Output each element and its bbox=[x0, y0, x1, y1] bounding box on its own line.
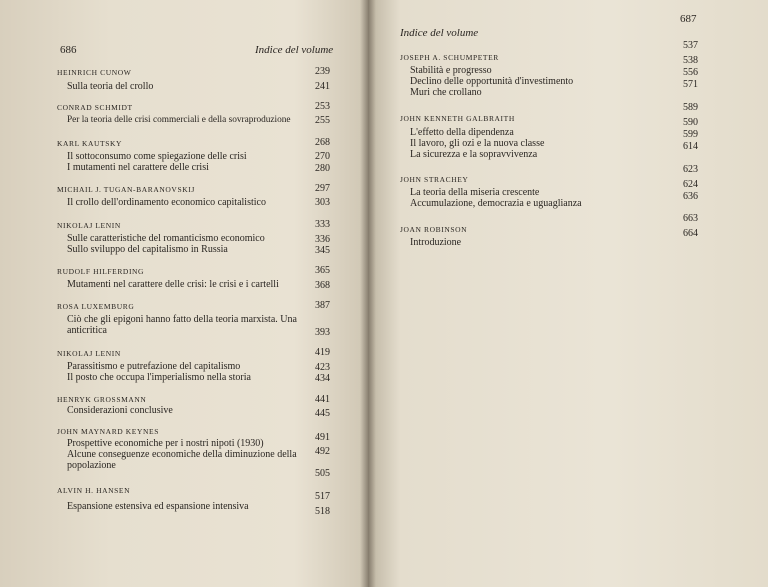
left-page bbox=[0, 0, 368, 587]
entry-page: 336 bbox=[315, 234, 330, 245]
entry-title: Muri che crollano bbox=[410, 87, 482, 98]
entry-page: 538 bbox=[683, 55, 698, 66]
entry-page: 434 bbox=[315, 373, 330, 384]
entry-title: I mutamenti nel carattere delle crisi bbox=[67, 162, 209, 173]
entry-title: Per la teoria delle crisi commerciali e della sovraproduzione bbox=[67, 115, 291, 125]
entry-page: 303 bbox=[315, 197, 330, 208]
page-number: 686 bbox=[60, 44, 77, 56]
author-page: 517 bbox=[315, 491, 330, 502]
entry-title: L'effetto della dipendenza bbox=[410, 127, 514, 138]
author-name: MICHAIL J. TUGAN-BARANOVSKIJ bbox=[57, 185, 195, 194]
entry-page: 590 bbox=[683, 117, 698, 128]
entry-page: 255 bbox=[315, 115, 330, 126]
entry-page: 556 bbox=[683, 67, 698, 78]
author-name: NIKOLAJ LENIN bbox=[57, 221, 121, 230]
entry-page: 624 bbox=[683, 179, 698, 190]
entry-page: 614 bbox=[683, 141, 698, 152]
entry-title: Introduzione bbox=[410, 237, 462, 248]
author-page: 537 bbox=[683, 40, 698, 51]
author-page: 419 bbox=[315, 347, 330, 358]
entry-title: Sulle caratteristiche del romanticismo economico bbox=[67, 233, 265, 244]
author-name: HEINRICH CUNOW bbox=[57, 68, 132, 77]
author-page: 491 bbox=[315, 432, 330, 443]
entry-title: La teoria della miseria crescente bbox=[410, 187, 540, 198]
entry-title: Alcune conseguenze economiche della diminuzione della bbox=[67, 449, 297, 460]
entry-page: 571 bbox=[683, 79, 698, 90]
entry-title: Ciò che gli epigoni hanno fatto della teoria marxista. Una bbox=[67, 314, 297, 325]
author-name: HENRYK GROSSMANN bbox=[57, 395, 147, 404]
author-page: 268 bbox=[315, 137, 330, 148]
running-title: Indice del volume bbox=[255, 44, 334, 56]
entry-page: 505 bbox=[315, 468, 330, 479]
author-page: 365 bbox=[315, 265, 330, 276]
entry-page: 664 bbox=[683, 228, 698, 239]
author-name: JOHN KENNETH GALBRAITH bbox=[400, 114, 515, 123]
entry-title: Mutamenti nel carattere delle crisi: le crisi e i cartelli bbox=[67, 279, 279, 290]
book-spine-fold bbox=[360, 0, 376, 587]
author-name: KARL KAUTSKY bbox=[57, 139, 123, 148]
author-name: CONRAD SCHMIDT bbox=[57, 103, 133, 112]
entry-title: Stabilità e progresso bbox=[410, 65, 492, 76]
entry-title: Accumulazione, democrazia e uguaglianza bbox=[410, 198, 582, 209]
entry-page: 241 bbox=[315, 81, 330, 92]
author-page: 387 bbox=[315, 300, 330, 311]
entry-title: popolazione bbox=[67, 460, 116, 471]
entry-page: 345 bbox=[315, 245, 330, 256]
author-page: 441 bbox=[315, 394, 330, 405]
entry-page: 636 bbox=[683, 191, 698, 202]
entry-title: Considerazioni conclusive bbox=[67, 405, 173, 416]
entry-title: Il crollo dell'ordinamento economico capitalistico bbox=[67, 197, 266, 208]
entry-title: Prospettive economiche per i nostri nipoti (1930) bbox=[67, 438, 264, 449]
author-page: 589 bbox=[683, 102, 698, 113]
entry-title: Il sottoconsumo come spiegazione delle crisi bbox=[67, 151, 247, 162]
entry-title: Declino delle opportunità d'investimento bbox=[410, 76, 574, 87]
author-name: ALVIN H. HANSEN bbox=[57, 486, 131, 495]
entry-page: 270 bbox=[315, 151, 330, 162]
author-page: 297 bbox=[315, 183, 330, 194]
running-title: Indice del volume bbox=[400, 27, 479, 39]
author-name: NIKOLAJ LENIN bbox=[57, 349, 121, 358]
entry-title: Parassitismo e putrefazione del capitalismo bbox=[67, 361, 241, 372]
entry-title: anticritica bbox=[67, 325, 107, 336]
entry-page: 492 bbox=[315, 446, 330, 457]
author-name: RUDOLF HILFERDING bbox=[57, 267, 145, 276]
author-page: 239 bbox=[315, 66, 330, 77]
entry-title: Sullo sviluppo del capitalismo in Russia bbox=[67, 244, 228, 255]
author-name: JOHN STRACHEY bbox=[400, 175, 469, 184]
right-page bbox=[368, 0, 768, 587]
page-number: 687 bbox=[680, 13, 697, 25]
entry-page: 423 bbox=[315, 362, 330, 373]
author-page: 333 bbox=[315, 219, 330, 230]
entry-page: 393 bbox=[315, 327, 330, 338]
entry-title: Il lavoro, gli ozi e la nuova classe bbox=[410, 138, 545, 149]
entry-title: Espansione estensiva ed espansione intensiva bbox=[67, 501, 249, 512]
entry-page: 445 bbox=[315, 408, 330, 419]
author-name: ROSA LUXEMBURG bbox=[57, 302, 135, 311]
author-name: JOSEPH A. SCHUMPETER bbox=[400, 53, 499, 62]
entry-page: 518 bbox=[315, 506, 330, 517]
entry-page: 280 bbox=[315, 163, 330, 174]
entry-title: Sulla teoria del crollo bbox=[67, 81, 154, 92]
author-page: 253 bbox=[315, 101, 330, 112]
author-name: JOHN MAYNARD KEYNES bbox=[57, 427, 159, 436]
entry-page: 599 bbox=[683, 129, 698, 140]
author-page: 623 bbox=[683, 164, 698, 175]
entry-page: 368 bbox=[315, 280, 330, 291]
entry-title: Il posto che occupa l'imperialismo nella storia bbox=[67, 372, 251, 383]
author-page: 663 bbox=[683, 213, 698, 224]
entry-title: La sicurezza e la sopravvivenza bbox=[410, 149, 538, 160]
author-name: JOAN ROBINSON bbox=[400, 225, 468, 234]
